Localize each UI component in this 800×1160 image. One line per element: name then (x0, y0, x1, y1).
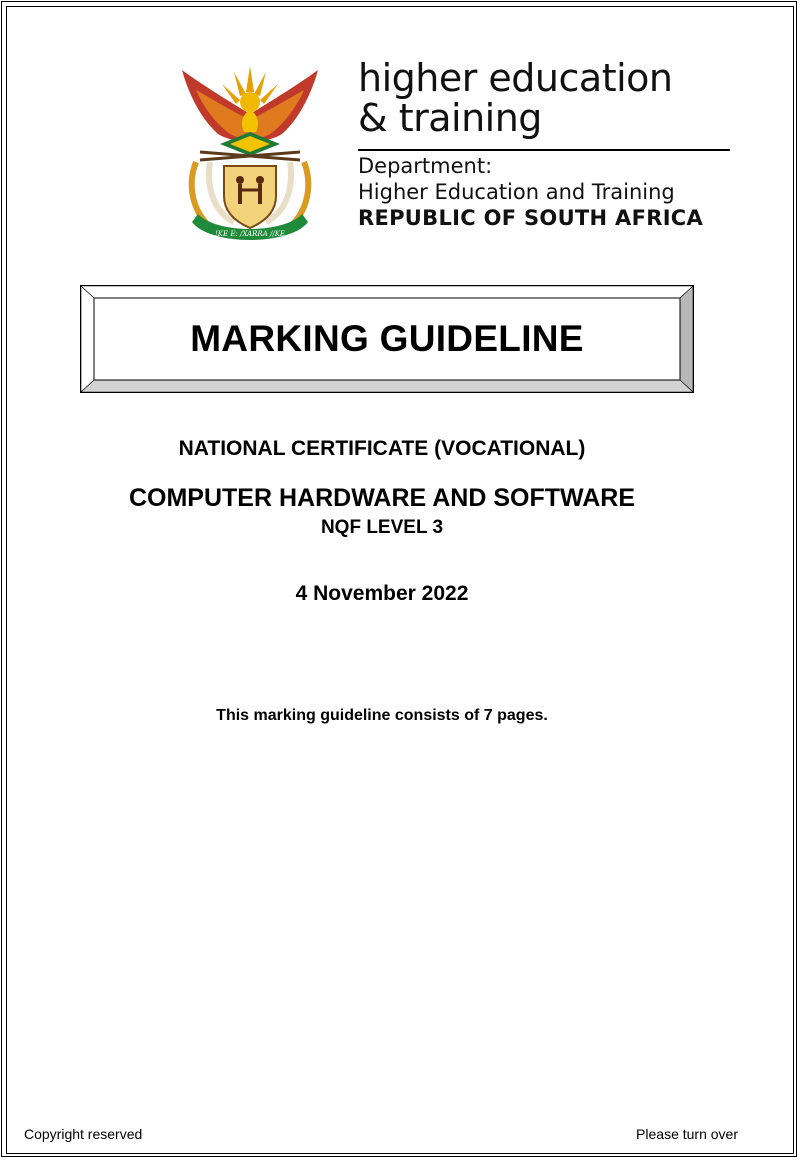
coat-of-arms-icon (170, 62, 330, 248)
department-name: Higher Education and Training (358, 180, 675, 204)
brand-divider (358, 149, 730, 151)
nqf-level: NQF LEVEL 3 (320, 517, 444, 538)
title-frame (80, 285, 694, 393)
brand-line-2: & training (358, 96, 542, 140)
page-count-note: This marking guideline consists of 7 pages. (216, 707, 548, 724)
page-border-inner (6, 6, 794, 1154)
subject-name: COMPUTER HARDWARE AND SOFTWARE (128, 484, 635, 512)
footer-turn-over: Please turn over (636, 1126, 738, 1142)
brand-line-1: higher education (358, 56, 673, 100)
exam-date: 4 November 2022 (295, 582, 469, 605)
coat-of-arms-motto: !KE E: /XARRA //KE (214, 230, 286, 238)
country-name: REPUBLIC OF SOUTH AFRICA (358, 206, 704, 230)
document-title: MARKING GUIDELINE (190, 318, 584, 359)
footer-copyright: Copyright reserved (24, 1126, 143, 1142)
certificate-name: NATIONAL CERTIFICATE (VOCATIONAL) (178, 437, 586, 460)
department-branding (358, 56, 738, 230)
department-label: Department: (358, 154, 493, 178)
